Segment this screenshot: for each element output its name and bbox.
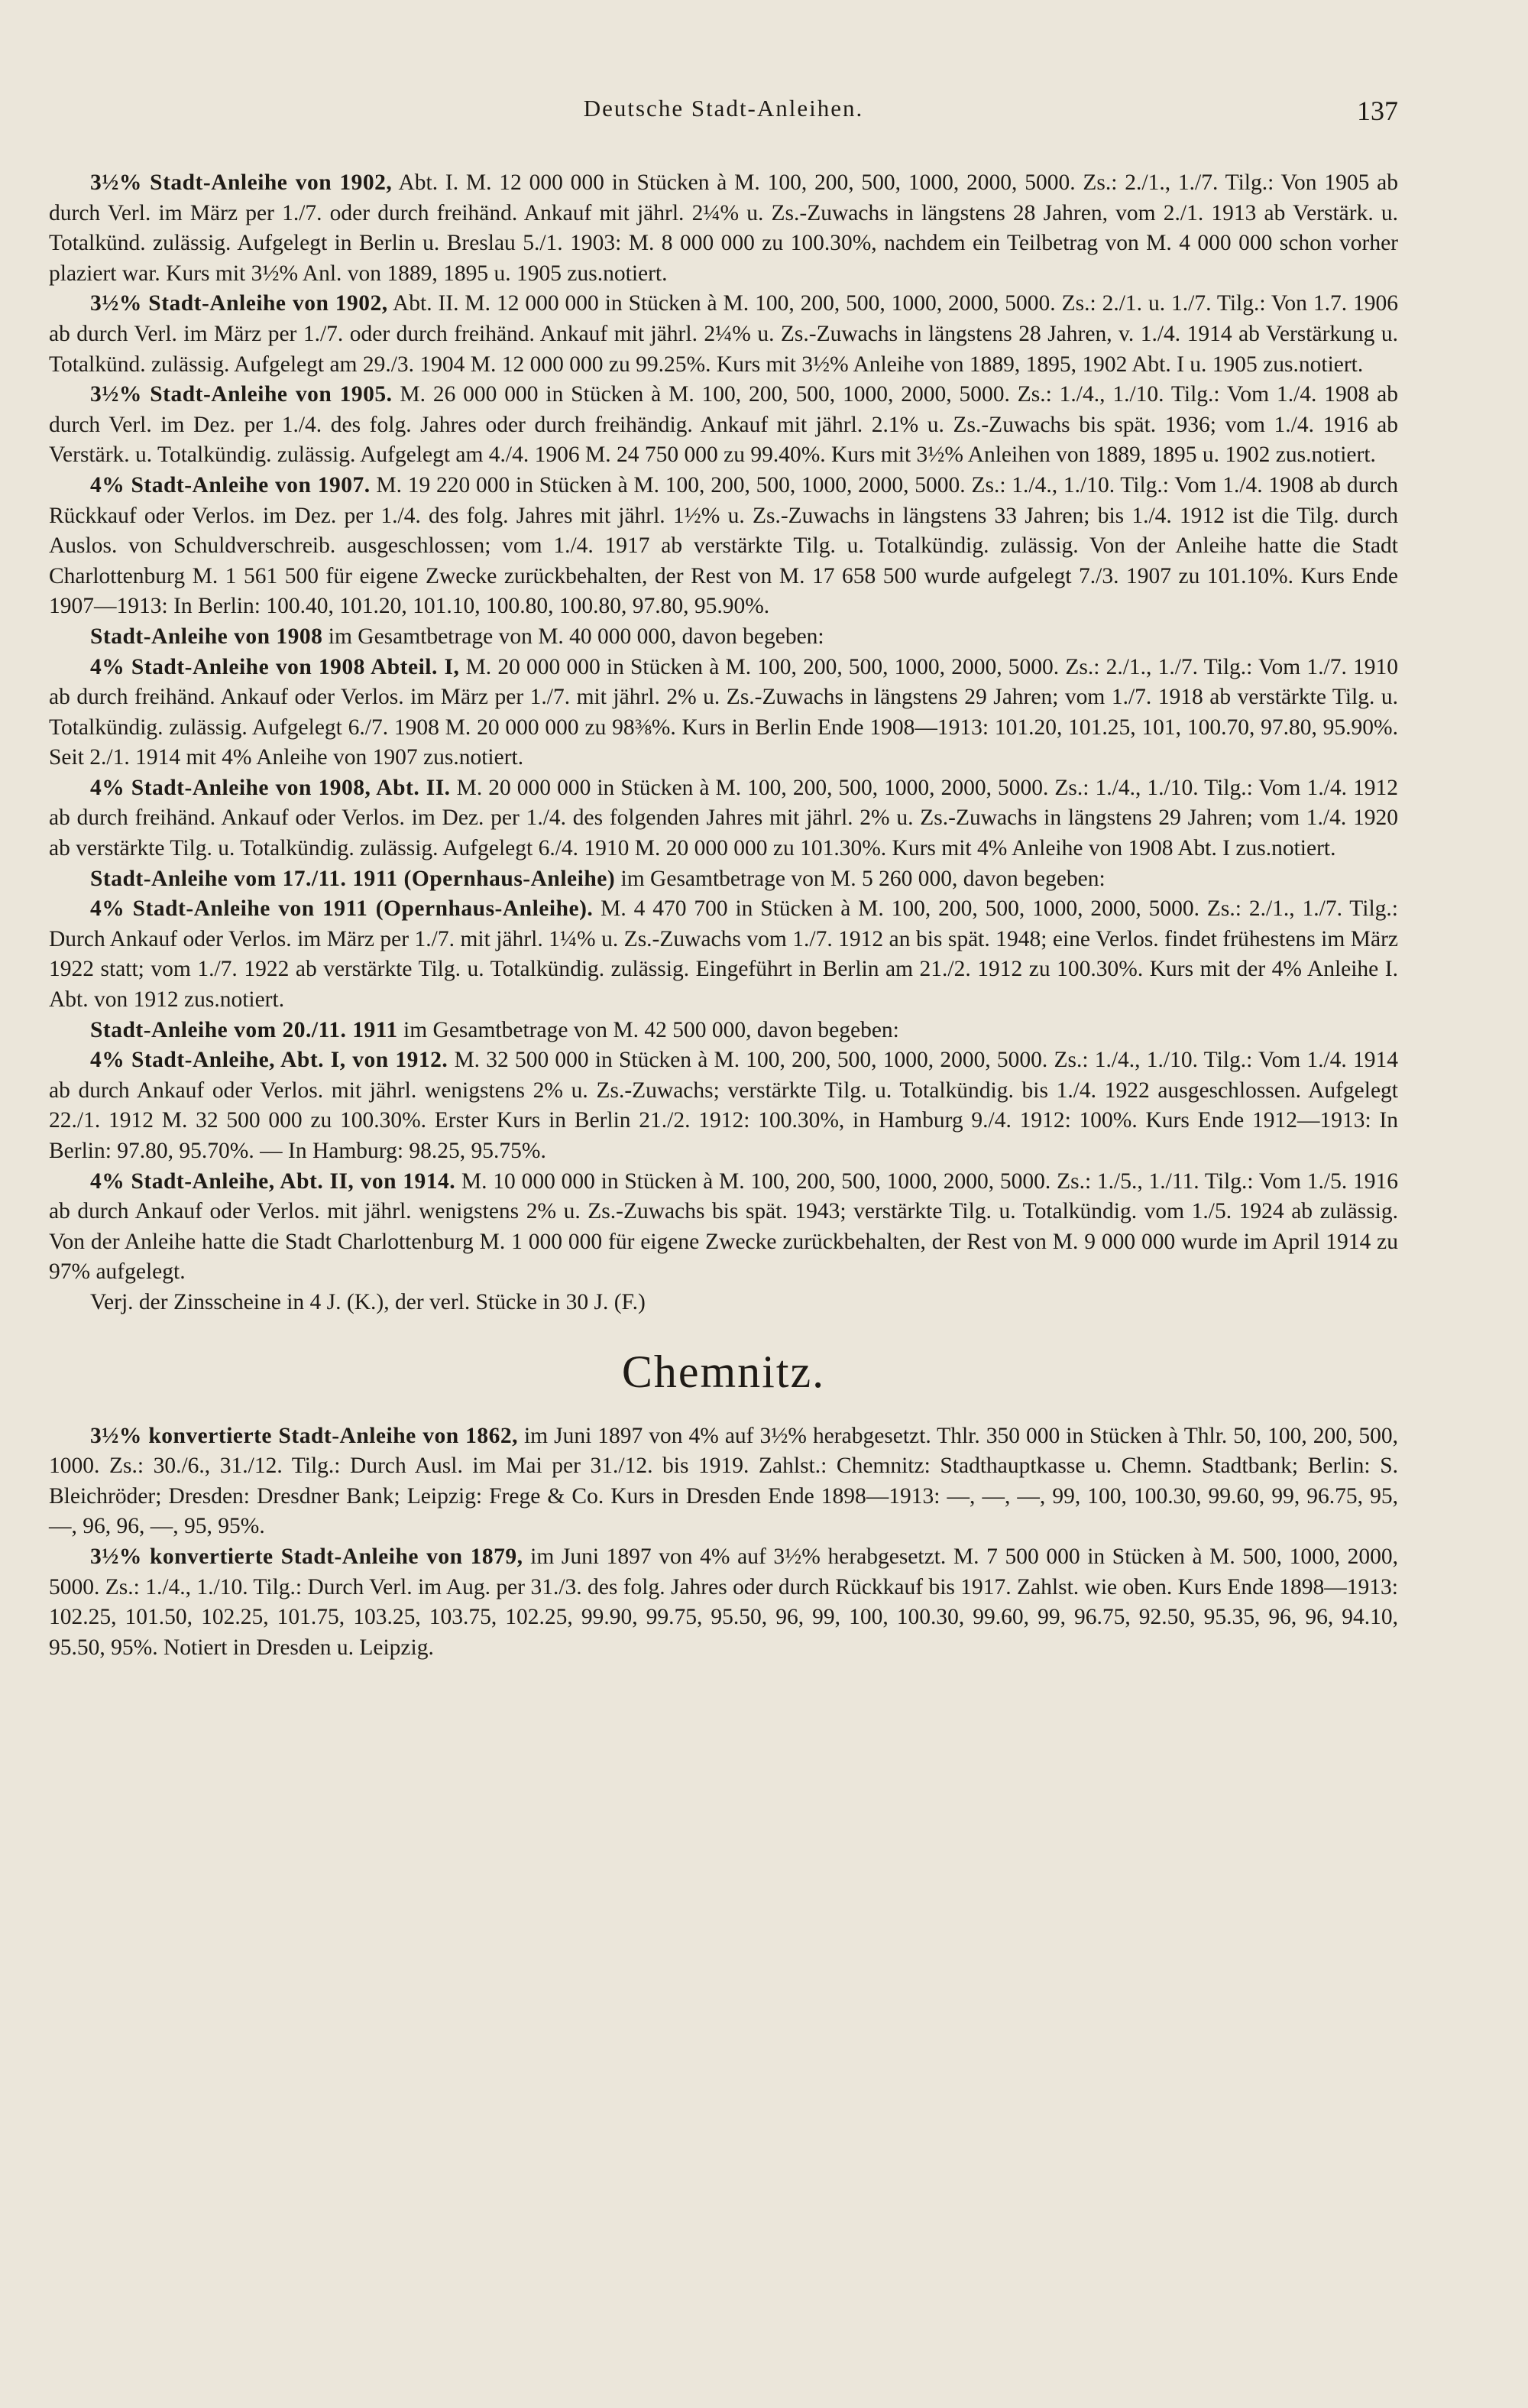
entry-anleihe-1908-gesamt	[49, 622, 1398, 653]
entry-verjaehrung-note	[49, 1288, 1398, 1318]
entry-anleihe-1908-abt-2	[49, 773, 1398, 864]
entry-title: 4% Stadt-Anleihe von 1911 (Opernhaus-Anleihe).	[90, 896, 594, 922]
entry-text: Abt. I. M. 12 000 000 in Stücken à M. 100, 200, 500, 1000, 2000, 5000. Zs.: 2./1., 1./7. Tilg.: Von 1905 ab durch Verl. im März per 1./7. oder durch freihänd. Ankauf mit jährl. 2¼% u. Zs.-Zuwachs in längstens 28 Jahren, vom 2./1. 1913 ab Verstärk. u. Totalkünd. zulässig. Aufgelegt in Berlin u. Breslau 5./1. 1903: M. 8 000 000 zu 100.30%, nachdem ein Teilbetrag von M. 4 000 000 schon vorher plaziert war. Kurs mit 3½% Anl. von 1889, 1895 u. 1905 zus.notiert.	[49, 170, 1398, 286]
city-heading-chemnitz: Chemnitz.	[621, 1346, 826, 1397]
entry-anleihe-1907	[49, 471, 1398, 622]
entry-title: 4% Stadt-Anleihe von 1908 Abteil. I,	[90, 654, 460, 679]
entry-title: 3½% Stadt-Anleihe von 1902,	[90, 170, 393, 195]
entry-text: im Gesamtbetrage von M. 40 000 000, davon begeben:	[322, 624, 824, 649]
entry-text: M. 10 000 000 in Stücken à M. 100, 200, 500, 1000, 2000, 5000. Zs.: 1./5., 1./11. Tilg.: Vom 1./5. 1916 ab durch Ankauf oder Verlos. mit jährl. wenigstens 2% u. Zs.-Zuwachs bis spät. 1943; verstärkte Tilg. u. Totalkündig. vom 1./5. 1924 ab zulässig. Von der Anleihe hatte die Stadt Charlottenburg M. 1 000 000 für eigene Zwecke zurückbehalten, der Rest von M. 9 000 000 wurde im April 1914 zu 97% aufgelegt.	[49, 1168, 1398, 1285]
entry-anleihe-1908-abt-1	[49, 653, 1398, 773]
entry-text: im Gesamtbetrage von M. 42 500 000, davon begeben:	[397, 1017, 899, 1042]
entry-title: 3½% Stadt-Anleihe von 1905.	[90, 382, 393, 407]
entry-chemnitz-anleihe-1862	[49, 1421, 1398, 1542]
entry-opernhaus-anleihe-1911	[49, 894, 1398, 1015]
entry-text: im Juni 1897 von 4% auf 3½% herabgesetzt. M. 7 500 000 in Stücken à M. 500, 1000, 2000, 5000. Zs.: 1./4., 1./10. Tilg.: Durch Verl. im Aug. per 31./3. des folg. Jahres oder durch Rückkauf bis 1917. Zahlst. wie oben. Kurs Ende 1898—1913: 102.25, 101.50, 102.25, 101.75, 103.25, 103.75, 102.25, 99.90, 99.75, 95.50, 96, 99, 100, 100.30, 99.60, 99, 96.75, 92.50, 95.35, 96, 96, 94.10, 95.50, 95%. Notiert in Dresden u. Leipzig.	[49, 1544, 1398, 1660]
entry-anleihe-1902-abt-2	[49, 289, 1398, 380]
entry-title: Stadt-Anleihe von 1908	[90, 624, 323, 649]
entry-text: M. 19 220 000 in Stücken à M. 100, 200, 500, 1000, 2000, 5000. Zs.: 1./4., 1./10. Tilg.: Vom 1./4. 1908 ab durch Rückkauf oder Verlos. im Dez. per 1./4. des folg. Jahres mit jährl. 1½% u. Zs.-Zuwachs in längstens 33 Jahren; bis 1./4. 1912 ist die Tilg. durch Auslos. von Schuldverschreib. ausgeschlossen; vom 1./4. 1917 ab verstärkte Tilg. u. Totalkündig. zulässig. Von der Anleihe hatte die Stadt Charlottenburg M. 1 561 500 für eigene Zwecke zurückbehalten, der Rest von M. 17 658 500 wurde aufgelegt 7./3. 1907 zu 101.10%. Kurs Ende 1907—1913: In Berlin: 100.40, 101.20, 101.10, 100.80, 100.80, 97.80, 95.90%.	[49, 472, 1398, 619]
entry-text: M. 20 000 000 in Stücken à M. 100, 200, 500, 1000, 2000, 5000. Zs.: 1./4., 1./10. Tilg.: Vom 1./4. 1912 ab durch freihänd. Ankauf oder Verlos. im Dez. per 1./4. des folgenden Jahres mit jährl. 2% u. Zs.-Zuwachs in längstens 29 Jahren; vom 1./4. 1920 ab verstärkte Tilg. u. Totalkündig. zulässig. Aufgelegt 6./4. 1910 M. 20 000 000 zu 101.30%. Kurs mit 4% Anleihe von 1908 Abt. I zus.notiert.	[49, 775, 1398, 861]
entry-title: Stadt-Anleihe vom 20./11. 1911	[90, 1017, 398, 1042]
entry-anleihe-1905	[49, 380, 1398, 471]
entry-text: Verj. der Zinsscheine in 4 J. (K.), der verl. Stücke in 30 J. (F.)	[90, 1289, 646, 1314]
entry-title: 4% Stadt-Anleihe, Abt. II, von 1914.	[90, 1168, 456, 1194]
section-stadt-anleihen	[49, 168, 1398, 1318]
entry-title: 4% Stadt-Anleihe von 1908, Abt. II.	[90, 775, 451, 800]
entry-text: M. 26 000 000 in Stücken à M. 100, 200, 500, 1000, 2000, 5000. Zs.: 1./4., 1./10. Tilg.: Vom 1./4. 1908 ab durch Verl. im Dez. per 1./4. des folg. Jahres oder durch freihändig. Ankauf mit jährl. 2.1% u. Zs.-Zuwachs bis spät. 1936; vom 1./4. 1916 ab Verstärk. u. Totalkündig. zulässig. Aufgelegt am 4./4. 1906 M. 24 750 000 zu 99.40%. Kurs mit 3½% Anleihen von 1889, 1895 u. 1902 zus.notiert.	[49, 382, 1398, 468]
entry-title: 3½% konvertierte Stadt-Anleihe von 1862,	[90, 1423, 518, 1448]
entry-title: 4% Stadt-Anleihe, Abt. I, von 1912.	[90, 1048, 448, 1073]
entry-text: im Juni 1897 von 4% auf 3½% herabgesetzt. Thlr. 350 000 in Stücken à Thlr. 50, 100, 200, 500, 1000. Zs.: 30./6., 31./12. Tilg.: Durch Ausl. im Mai per 31./12. bis 1919. Zahlst.: Chemnitz: Stadthauptkasse u. Chemn. Stadtbank; Berlin: S. Bleichröder; Dresden: Dresdner Bank; Leipzig: Frege & Co. Kurs in Dresden Ende 1898—1913: —, —, —, 99, 100, 100.30, 99.60, 99, 96.75, 95, —, 96, 96, —, 95, 95%.	[49, 1423, 1398, 1539]
page-number: 137	[1357, 96, 1398, 126]
entry-anleihe-1911-gesamt	[49, 1016, 1398, 1046]
entry-anleihe-1912-abt-1	[49, 1045, 1398, 1166]
entry-text: im Gesamtbetrage von M. 5 260 000, davon begeben:	[615, 866, 1106, 891]
entry-text: M. 20 000 000 in Stücken à M. 100, 200, 500, 1000, 2000, 5000. Zs.: 2./1., 1./7. Tilg.: Vom 1./7. 1910 ab durch freihänd. Ankauf oder Verlos. im März per 1./7. mit jährl. 2% u. Zs.-Zuwachs in längstens 29 Jahren; vom 1./7. 1918 ab verstärkte Tilg. u. Totalkündig. zulässig. Aufgelegt 6./7. 1908 M. 20 000 000 zu 98⅜%. Kurs in Berlin Ende 1908—1913: 101.20, 101.25, 101, 100.70, 97.80, 95.90%. Seit 2./1. 1914 mit 4% Anleihe von 1907 zus.notiert.	[49, 654, 1398, 770]
entry-opernhaus-anleihe-gesamt	[49, 864, 1398, 895]
entry-anleihe-1902-abt-1	[49, 168, 1398, 289]
entry-title: 3½% konvertierte Stadt-Anleihe von 1879,	[90, 1544, 523, 1569]
entry-anleihe-1914-abt-2	[49, 1167, 1398, 1288]
entry-title: Stadt-Anleihe vom 17./11. 1911 (Opernhaus-Anleihe)	[90, 866, 616, 891]
running-head	[49, 95, 1398, 141]
entry-title: 4% Stadt-Anleihe von 1907.	[90, 472, 371, 497]
running-title: Deutsche Stadt-Anleihen.	[583, 95, 864, 122]
entry-text: Abt. II. M. 12 000 000 in Stücken à M. 100, 200, 500, 1000, 2000, 5000. Zs.: 2./1. u. 1./7. Tilg.: Von 1.7. 1906 ab durch Verl. im März per 1./7. oder durch freihänd. Ankauf mit jährl. 2¼% u. Zs.-Zuwachs in längstens 28 Jahren, v. 1./4. 1914 ab Verstärkung u. Totalkünd. zulässig. Aufgelegt am 29./3. 1904 M. 12 000 000 zu 99.25%. Kurs mit 3½% Anleihe von 1889, 1895, 1902 Abt. I u. 1905 zus.notiert.	[49, 291, 1399, 377]
entry-text: M. 4 470 700 in Stücken à M. 100, 200, 500, 1000, 2000, 5000. Zs.: 2./1., 1./7. Tilg.: Durch Ankauf oder Verlos. im März per 1./7. mit jährl. 1¼% u. Zs.-Zuwachs vom 1./7. 1912 an bis spät. 1948; eine Verlos. findet frühestens im März 1922 statt; vom 1./7. 1922 ab verstärkte Tilg. u. Totalkündig. zulässig. Eingeführt in Berlin am 21./2. 1912 zu 100.30%. Kurs mit der 4% Anleihe I. Abt. von 1912 zus.notiert.	[49, 896, 1398, 1013]
entry-chemnitz-anleihe-1879	[49, 1542, 1398, 1663]
entry-text: M. 32 500 000 in Stücken à M. 100, 200, 500, 1000, 2000, 5000. Zs.: 1./4., 1./10. Tilg.: Vom 1./4. 1914 ab durch Ankauf oder Verlos. mit jährl. wenigstens 2% u. Zs.-Zuwachs; verstärkte Tilg. u. Totalkündig. bis 1./4. 1922 ausgeschlossen. Aufgelegt 22./1. 1912 M. 32 500 000 zu 100.30%. Erster Kurs in Berlin 21./2. 1912: 100.30%, in Hamburg 9./4. 1912: 100%. Kurs Ende 1912—1913: In Berlin: 97.80, 95.70%. — In Hamburg: 98.25, 95.75%.	[49, 1048, 1398, 1163]
section-chemnitz	[49, 1421, 1398, 1664]
entry-title: 3½% Stadt-Anleihe von 1902,	[90, 291, 388, 316]
